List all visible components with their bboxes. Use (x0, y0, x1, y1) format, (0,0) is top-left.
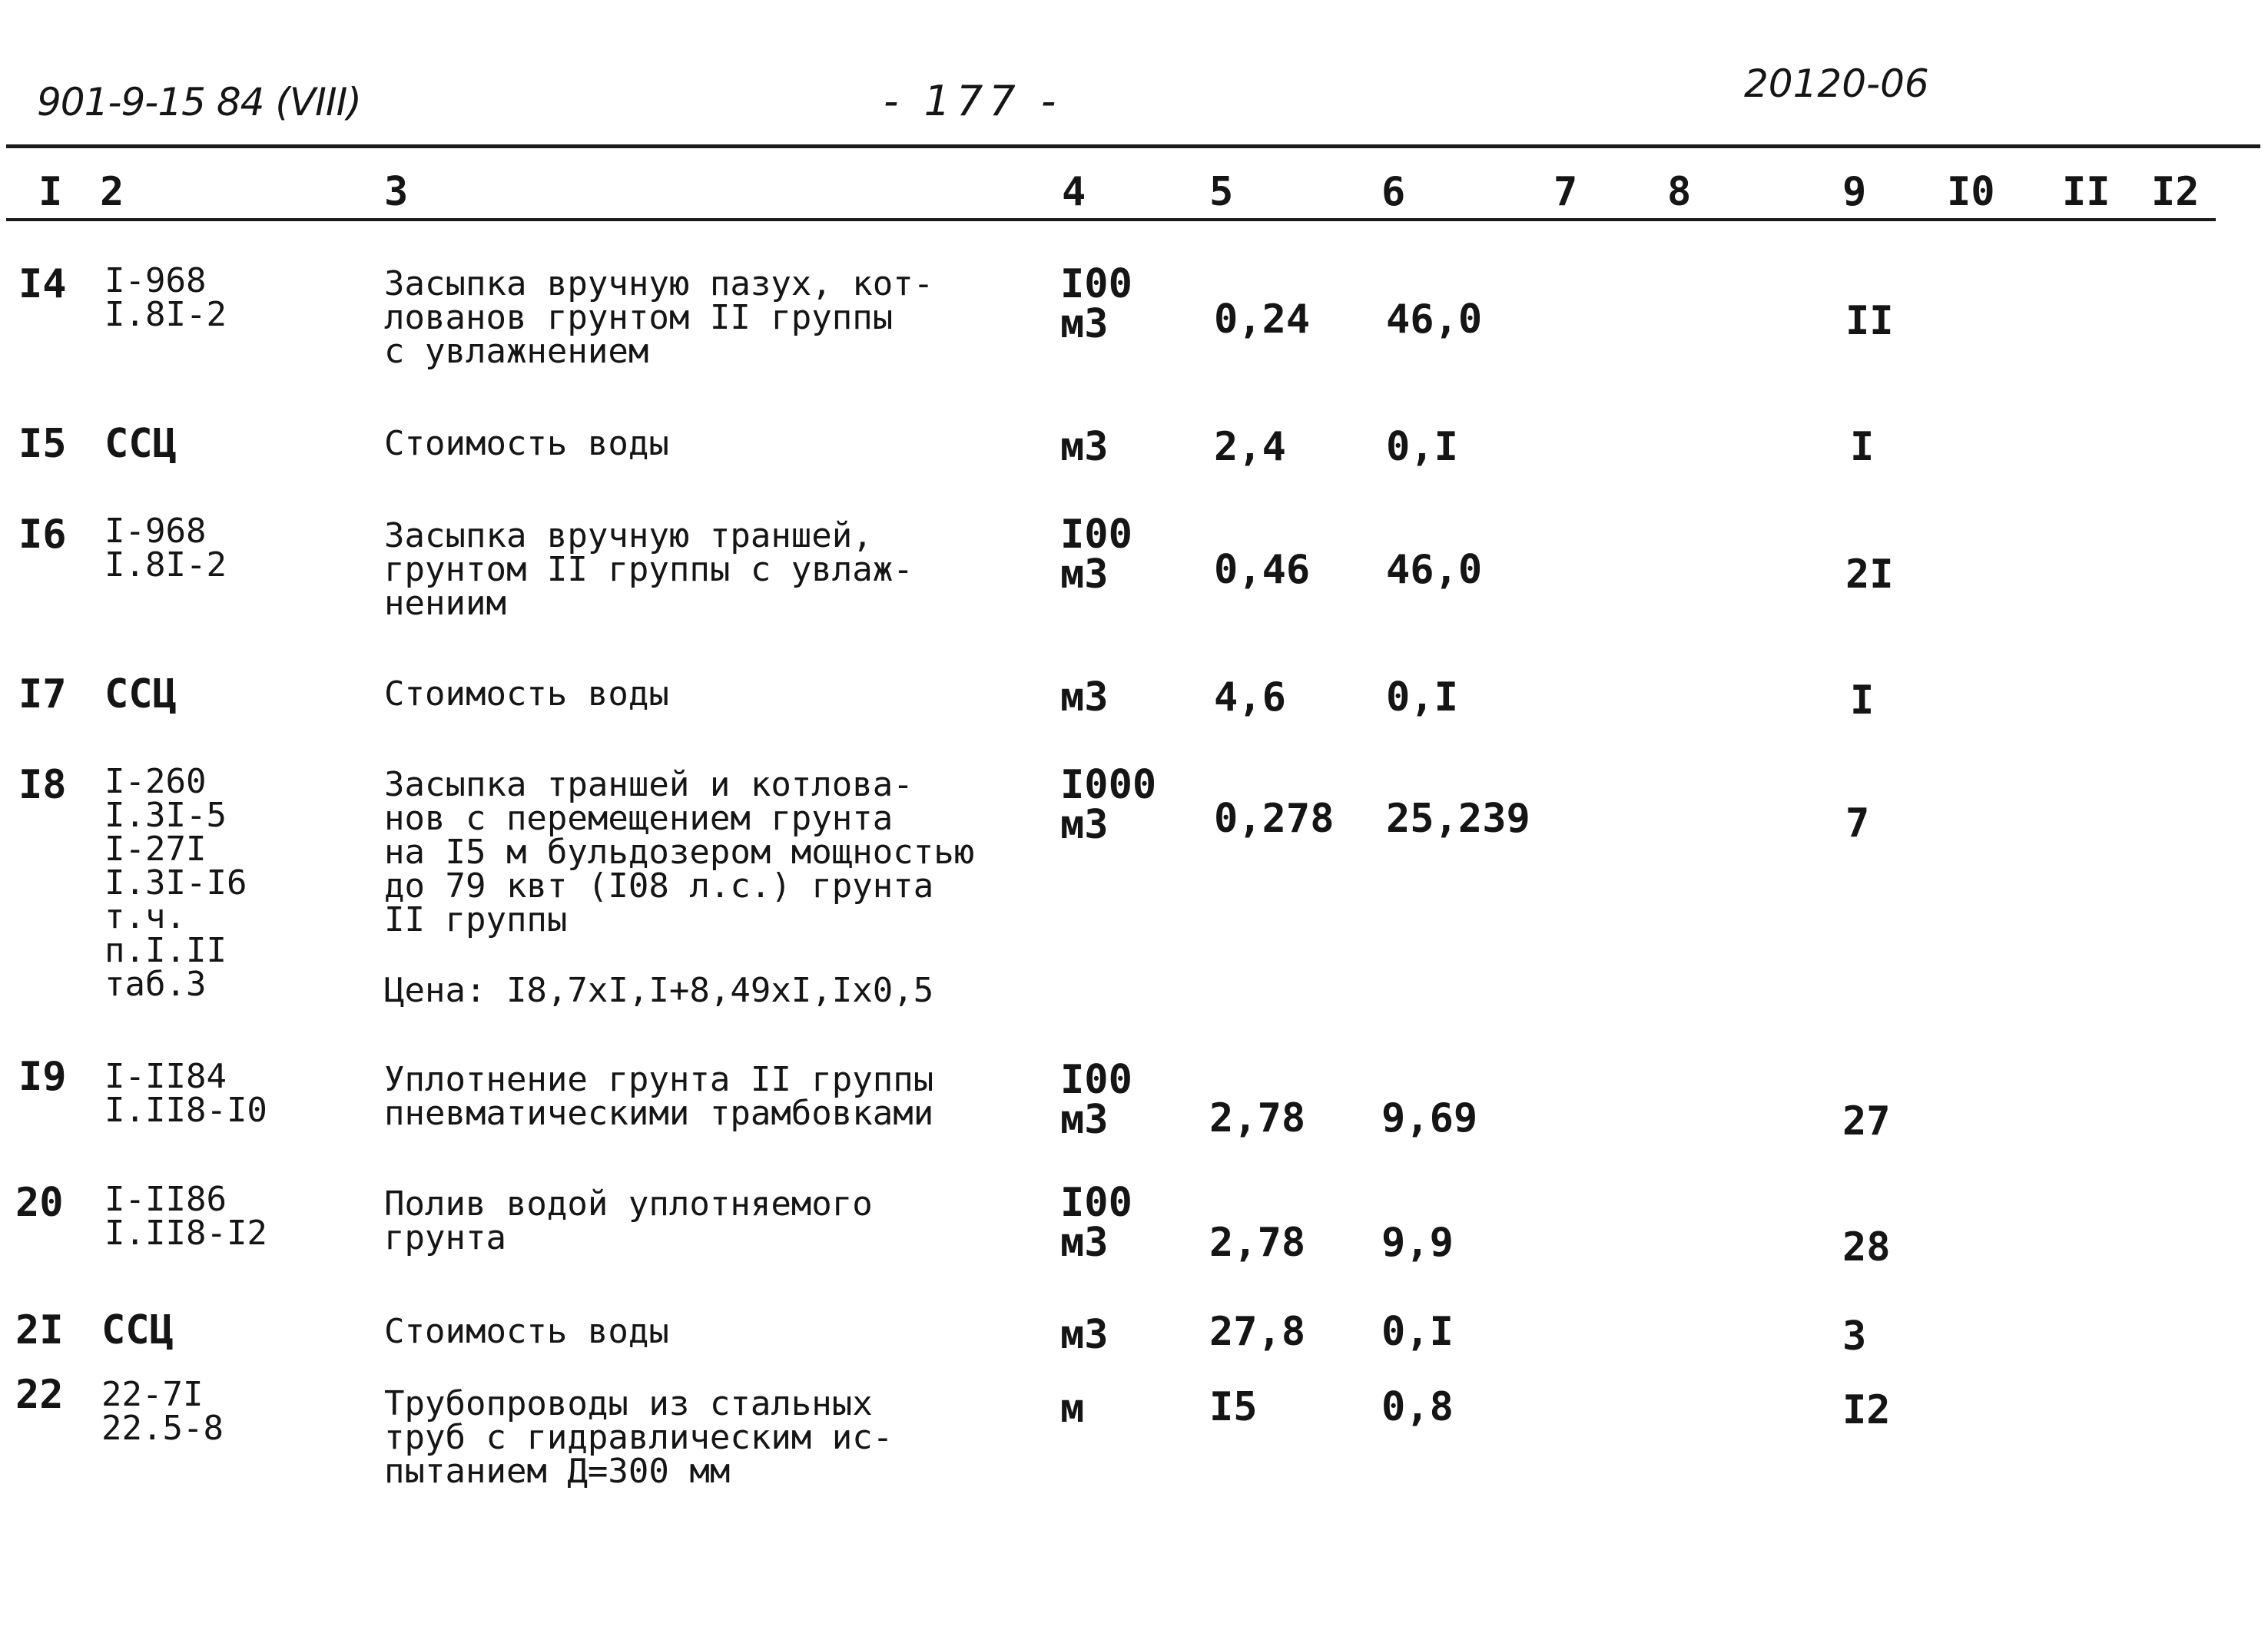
row-number: I8 (18, 762, 67, 808)
norm-code: I-968 I.8I-2 (104, 512, 227, 585)
unit-price: 9,69 (1381, 1095, 1478, 1141)
quantity: 2,4 (1214, 424, 1286, 470)
unit: I00 м3 (1060, 1180, 1132, 1266)
norm-code: I-260 I.3I-5 I-27I I.3I-I6 т.ч. п.I.II таб.3 (104, 762, 247, 1004)
total-cost: I (1850, 677, 1875, 724)
quantity: 0,24 (1214, 296, 1311, 343)
work-description: Засыпка траншей и котлова- нов с перемещением грунта на I5 м бульдозером мощностью до 79 квт (I08 л.с.) грунта II группы (384, 765, 975, 939)
quantity: 4,6 (1214, 674, 1286, 720)
unit: I00 м3 (1060, 512, 1132, 598)
total-cost: 27 (1842, 1098, 1891, 1144)
norm-code: ССЦ (104, 421, 177, 467)
work-description: Засыпка вручную пазух, кот- лованов грунтом II группы с увлажнением (384, 264, 934, 371)
quantity: 2,78 (1209, 1220, 1306, 1266)
unit: I00 м3 (1060, 261, 1132, 347)
work-description: Стоимость воды (384, 1312, 669, 1351)
unit-price: 46,0 (1386, 547, 1483, 593)
work-description: Стоимость воды (384, 674, 669, 714)
total-cost: 7 (1845, 800, 1870, 846)
document-code: 901-9-15 84 (VIII) (37, 80, 361, 124)
unit: м (1060, 1386, 1085, 1432)
column-header-3: 3 (384, 169, 409, 215)
archive-number: 20120-06 (1744, 61, 1929, 106)
column-header-11: II (2062, 169, 2110, 215)
norm-code: 22-7I 22.5-8 (101, 1375, 224, 1448)
work-description: Полив водой уплотняемого грунта (384, 1184, 873, 1257)
norm-code: I-II86 I.II8-I2 (104, 1180, 267, 1253)
unit: м3 (1060, 674, 1109, 720)
row-number: I6 (18, 512, 67, 558)
header-rule (6, 218, 2216, 221)
page-number: - 177 - (884, 77, 1063, 125)
column-header-1: I (38, 169, 63, 215)
norm-code: ССЦ (101, 1307, 174, 1353)
column-header-2: 2 (100, 169, 124, 215)
norm-code: I-968 I.8I-2 (104, 261, 227, 334)
top-rule (6, 144, 2260, 148)
quantity: I5 (1209, 1384, 1258, 1430)
norm-code: ССЦ (104, 671, 177, 717)
unit-price: 46,0 (1386, 296, 1483, 343)
work-description: Трубопроводы из стальных труб с гидравлическим ис- пытанием Д=300 мм (384, 1384, 894, 1491)
unit: I00 м3 (1060, 1057, 1132, 1143)
total-cost: 3 (1842, 1313, 1867, 1360)
column-header-10: I0 (1947, 169, 1995, 215)
column-header-5: 5 (1209, 169, 1234, 215)
quantity: 27,8 (1209, 1309, 1306, 1355)
row-number: 2I (15, 1307, 64, 1353)
column-header-7: 7 (1553, 169, 1578, 215)
unit-price: 9,9 (1381, 1220, 1454, 1266)
unit-price: 0,I (1386, 674, 1458, 720)
unit-price: 25,239 (1386, 796, 1530, 842)
row-number: I9 (18, 1054, 67, 1100)
unit-price: 0,I (1381, 1309, 1454, 1355)
column-header-6: 6 (1381, 169, 1406, 215)
quantity: 0,46 (1214, 547, 1311, 593)
price-formula: Цена: I8,7xI,I+8,49xI,Ix0,5 (384, 971, 934, 1010)
row-number: I5 (18, 421, 67, 467)
row-number: I4 (18, 261, 67, 307)
unit: м3 (1060, 424, 1109, 470)
column-header-4: 4 (1062, 169, 1086, 215)
work-description: Засыпка вручную траншей, грунтом II группы с увлаж- нениим (384, 516, 914, 623)
unit-price: 0,I (1386, 424, 1458, 470)
total-cost: 2I (1845, 552, 1894, 598)
work-description: Стоимость воды (384, 424, 669, 463)
unit-price: 0,8 (1381, 1384, 1454, 1430)
total-cost: II (1845, 298, 1894, 344)
row-number: 20 (15, 1180, 64, 1226)
work-description: Уплотнение грунта II группы пневматическими трамбовками (384, 1060, 934, 1133)
column-header-9: 9 (1842, 169, 1867, 215)
row-number: 22 (15, 1372, 64, 1418)
unit: I000 м3 (1060, 762, 1157, 848)
total-cost: 28 (1842, 1224, 1891, 1270)
row-number: I7 (18, 671, 67, 717)
total-cost: I (1850, 424, 1875, 470)
column-header-8: 8 (1667, 169, 1692, 215)
quantity: 2,78 (1209, 1095, 1306, 1141)
column-header-12: I2 (2151, 169, 2200, 215)
unit: м3 (1060, 1312, 1109, 1358)
norm-code: I-II84 I.II8-I0 (104, 1057, 267, 1130)
total-cost: I2 (1842, 1387, 1891, 1433)
quantity: 0,278 (1214, 796, 1335, 842)
